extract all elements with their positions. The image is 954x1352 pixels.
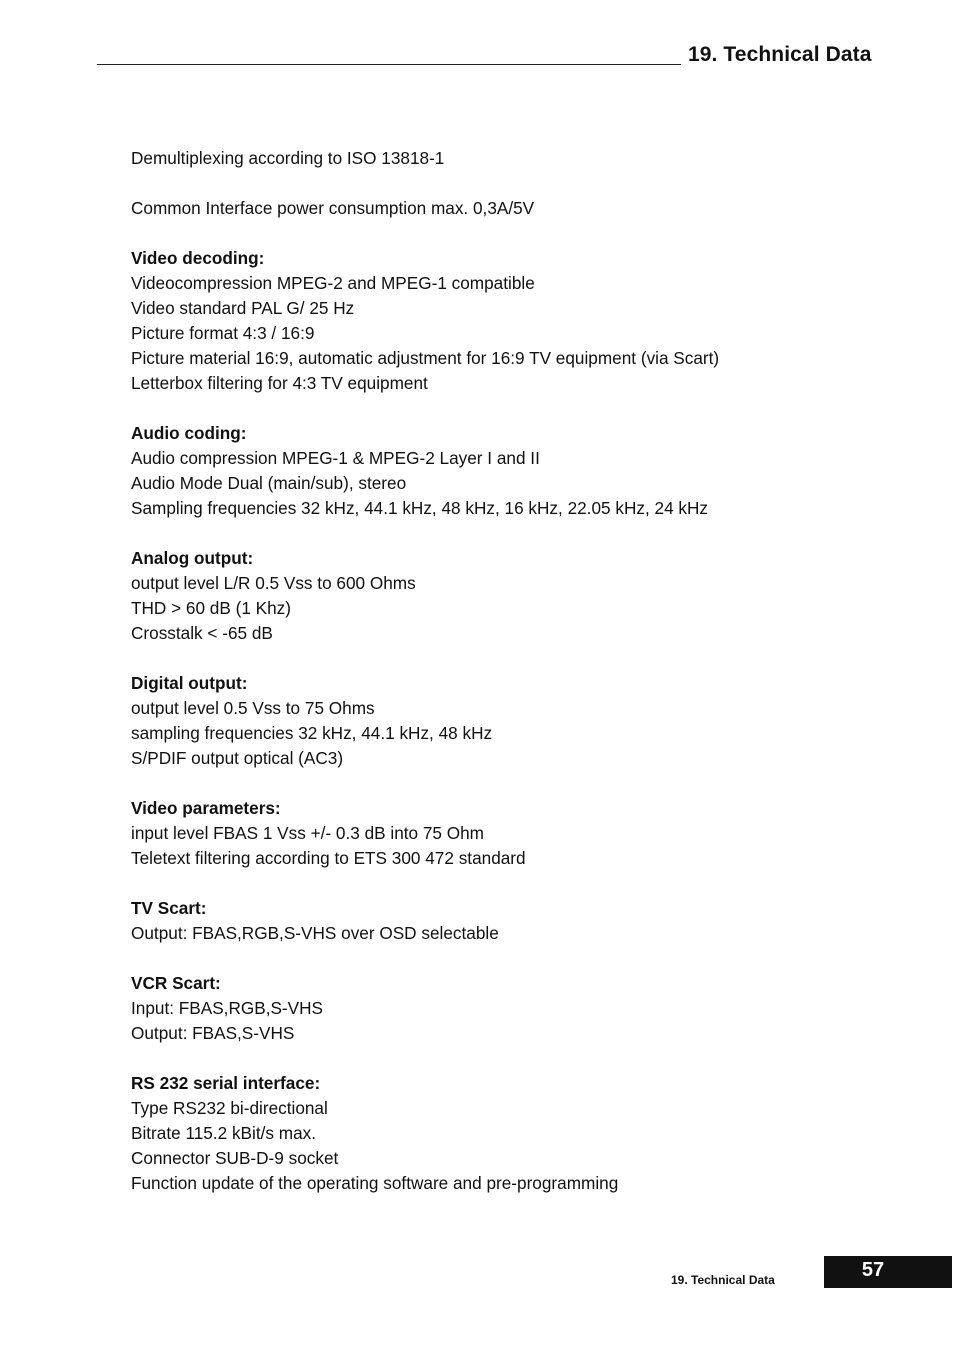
spec-line: S/PDIF output optical (AC3) <box>131 748 344 768</box>
intro-line: Demultiplexing according to ISO 13818-1 <box>131 148 445 168</box>
page-number-box <box>824 1256 952 1288</box>
section-heading-digital-output: Digital output: <box>131 673 248 693</box>
section-heading-tv-scart: TV Scart: <box>131 898 207 918</box>
intro-line: Common Interface power consumption max. 0,3A/5V <box>131 198 535 218</box>
spec-line: Video standard PAL G/ 25 Hz <box>131 298 355 318</box>
spec-line: Input: FBAS,RGB,S-VHS <box>131 998 323 1018</box>
spacer <box>131 946 911 971</box>
spec-line: THD > 60 dB (1 Khz) <box>131 598 291 618</box>
footer-section-label: 19. Technical Data <box>671 1273 775 1287</box>
spec-line: Picture format 4:3 / 16:9 <box>131 323 315 343</box>
technical-data-content <box>131 146 911 1196</box>
spacer <box>131 871 911 896</box>
spacer <box>131 171 911 196</box>
spec-line: output level L/R 0.5 Vss to 600 Ohms <box>131 573 416 593</box>
spec-line: Bitrate 115.2 kBit/s max. <box>131 1123 316 1143</box>
section-heading-video-parameters: Video parameters: <box>131 798 281 818</box>
spec-line: Letterbox filtering for 4:3 TV equipment <box>131 373 428 393</box>
spec-line: Output: FBAS,RGB,S-VHS over OSD selectable <box>131 923 499 943</box>
spec-line: Teletext filtering according to ETS 300 472 standard <box>131 848 526 868</box>
section-heading-audio-coding: Audio coding: <box>131 423 247 443</box>
section-heading-vcr-scart: VCR Scart: <box>131 973 221 993</box>
section-heading-analog-output: Analog output: <box>131 548 254 568</box>
spacer <box>131 521 911 546</box>
page-title: 19. Technical Data <box>688 43 872 66</box>
spec-line: input level FBAS 1 Vss +/- 0.3 dB into 75 Ohm <box>131 823 484 843</box>
header-rule <box>97 64 681 65</box>
spec-line: Picture material 16:9, automatic adjustment for 16:9 TV equipment (via Scart) <box>131 348 720 368</box>
spacer <box>131 771 911 796</box>
spec-line: Output: FBAS,S-VHS <box>131 1023 295 1043</box>
spec-line: Type RS232 bi-directional <box>131 1098 328 1118</box>
spacer <box>131 221 911 246</box>
spec-line: Audio compression MPEG-1 & MPEG-2 Layer I and II <box>131 448 540 468</box>
spec-line: Function update of the operating software and pre-programming <box>131 1173 619 1193</box>
spec-line: output level 0.5 Vss to 75 Ohms <box>131 698 375 718</box>
page-number: 57 <box>861 1259 885 1281</box>
spec-line: Videocompression MPEG-2 and MPEG-1 compatible <box>131 273 535 293</box>
spacer <box>131 396 911 421</box>
spec-line: Crosstalk < -65 dB <box>131 623 273 643</box>
spec-line: Audio Mode Dual (main/sub), stereo <box>131 473 407 493</box>
spacer <box>131 1046 911 1071</box>
spacer <box>131 646 911 671</box>
section-heading-rs232-serial-interface: RS 232 serial interface: <box>131 1073 321 1093</box>
spec-line: Connector SUB-D-9 socket <box>131 1148 339 1168</box>
section-heading-video-decoding: Video decoding: <box>131 248 265 268</box>
spec-line: sampling frequencies 32 kHz, 44.1 kHz, 48 kHz <box>131 723 493 743</box>
spec-line: Sampling frequencies 32 kHz, 44.1 kHz, 48 kHz, 16 kHz, 22.05 kHz, 24 kHz <box>131 498 708 518</box>
